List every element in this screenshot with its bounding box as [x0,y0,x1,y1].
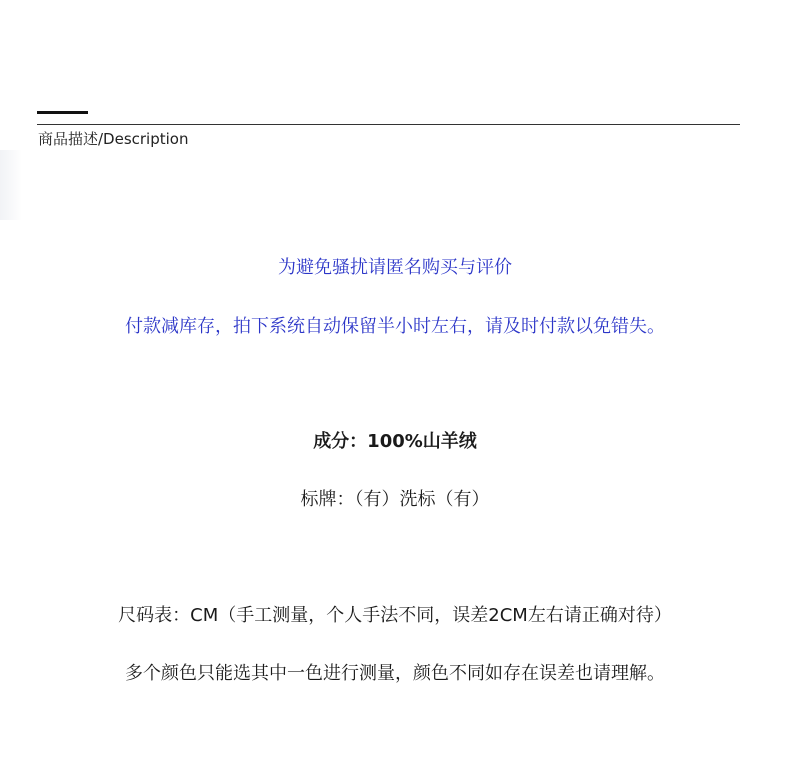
description-section-header [0,0,790,160]
tag-info: 标牌：（有）洗标（有） [300,489,490,510]
header-divider [37,124,740,125]
material-composition: 成分：100%山羊绒 [313,431,477,452]
anonymous-purchase-notice: 为避免骚扰请匿名购买与评价 [278,257,512,278]
size-chart-note: 尺码表：CM（手工测量，个人手法不同，误差2CM左右请正确对待） [118,605,672,626]
color-measurement-note: 多个颜色只能选其中一色进行测量，颜色不同如存在误差也请理解。 [125,663,665,684]
section-title: 商品描述/Description [38,130,189,148]
payment-inventory-notice: 付款减库存，拍下系统自动保留半小时左右，请及时付款以免错失。 [125,316,665,337]
edge-shadow-decoration [0,150,22,220]
header-accent-bar [37,111,88,114]
